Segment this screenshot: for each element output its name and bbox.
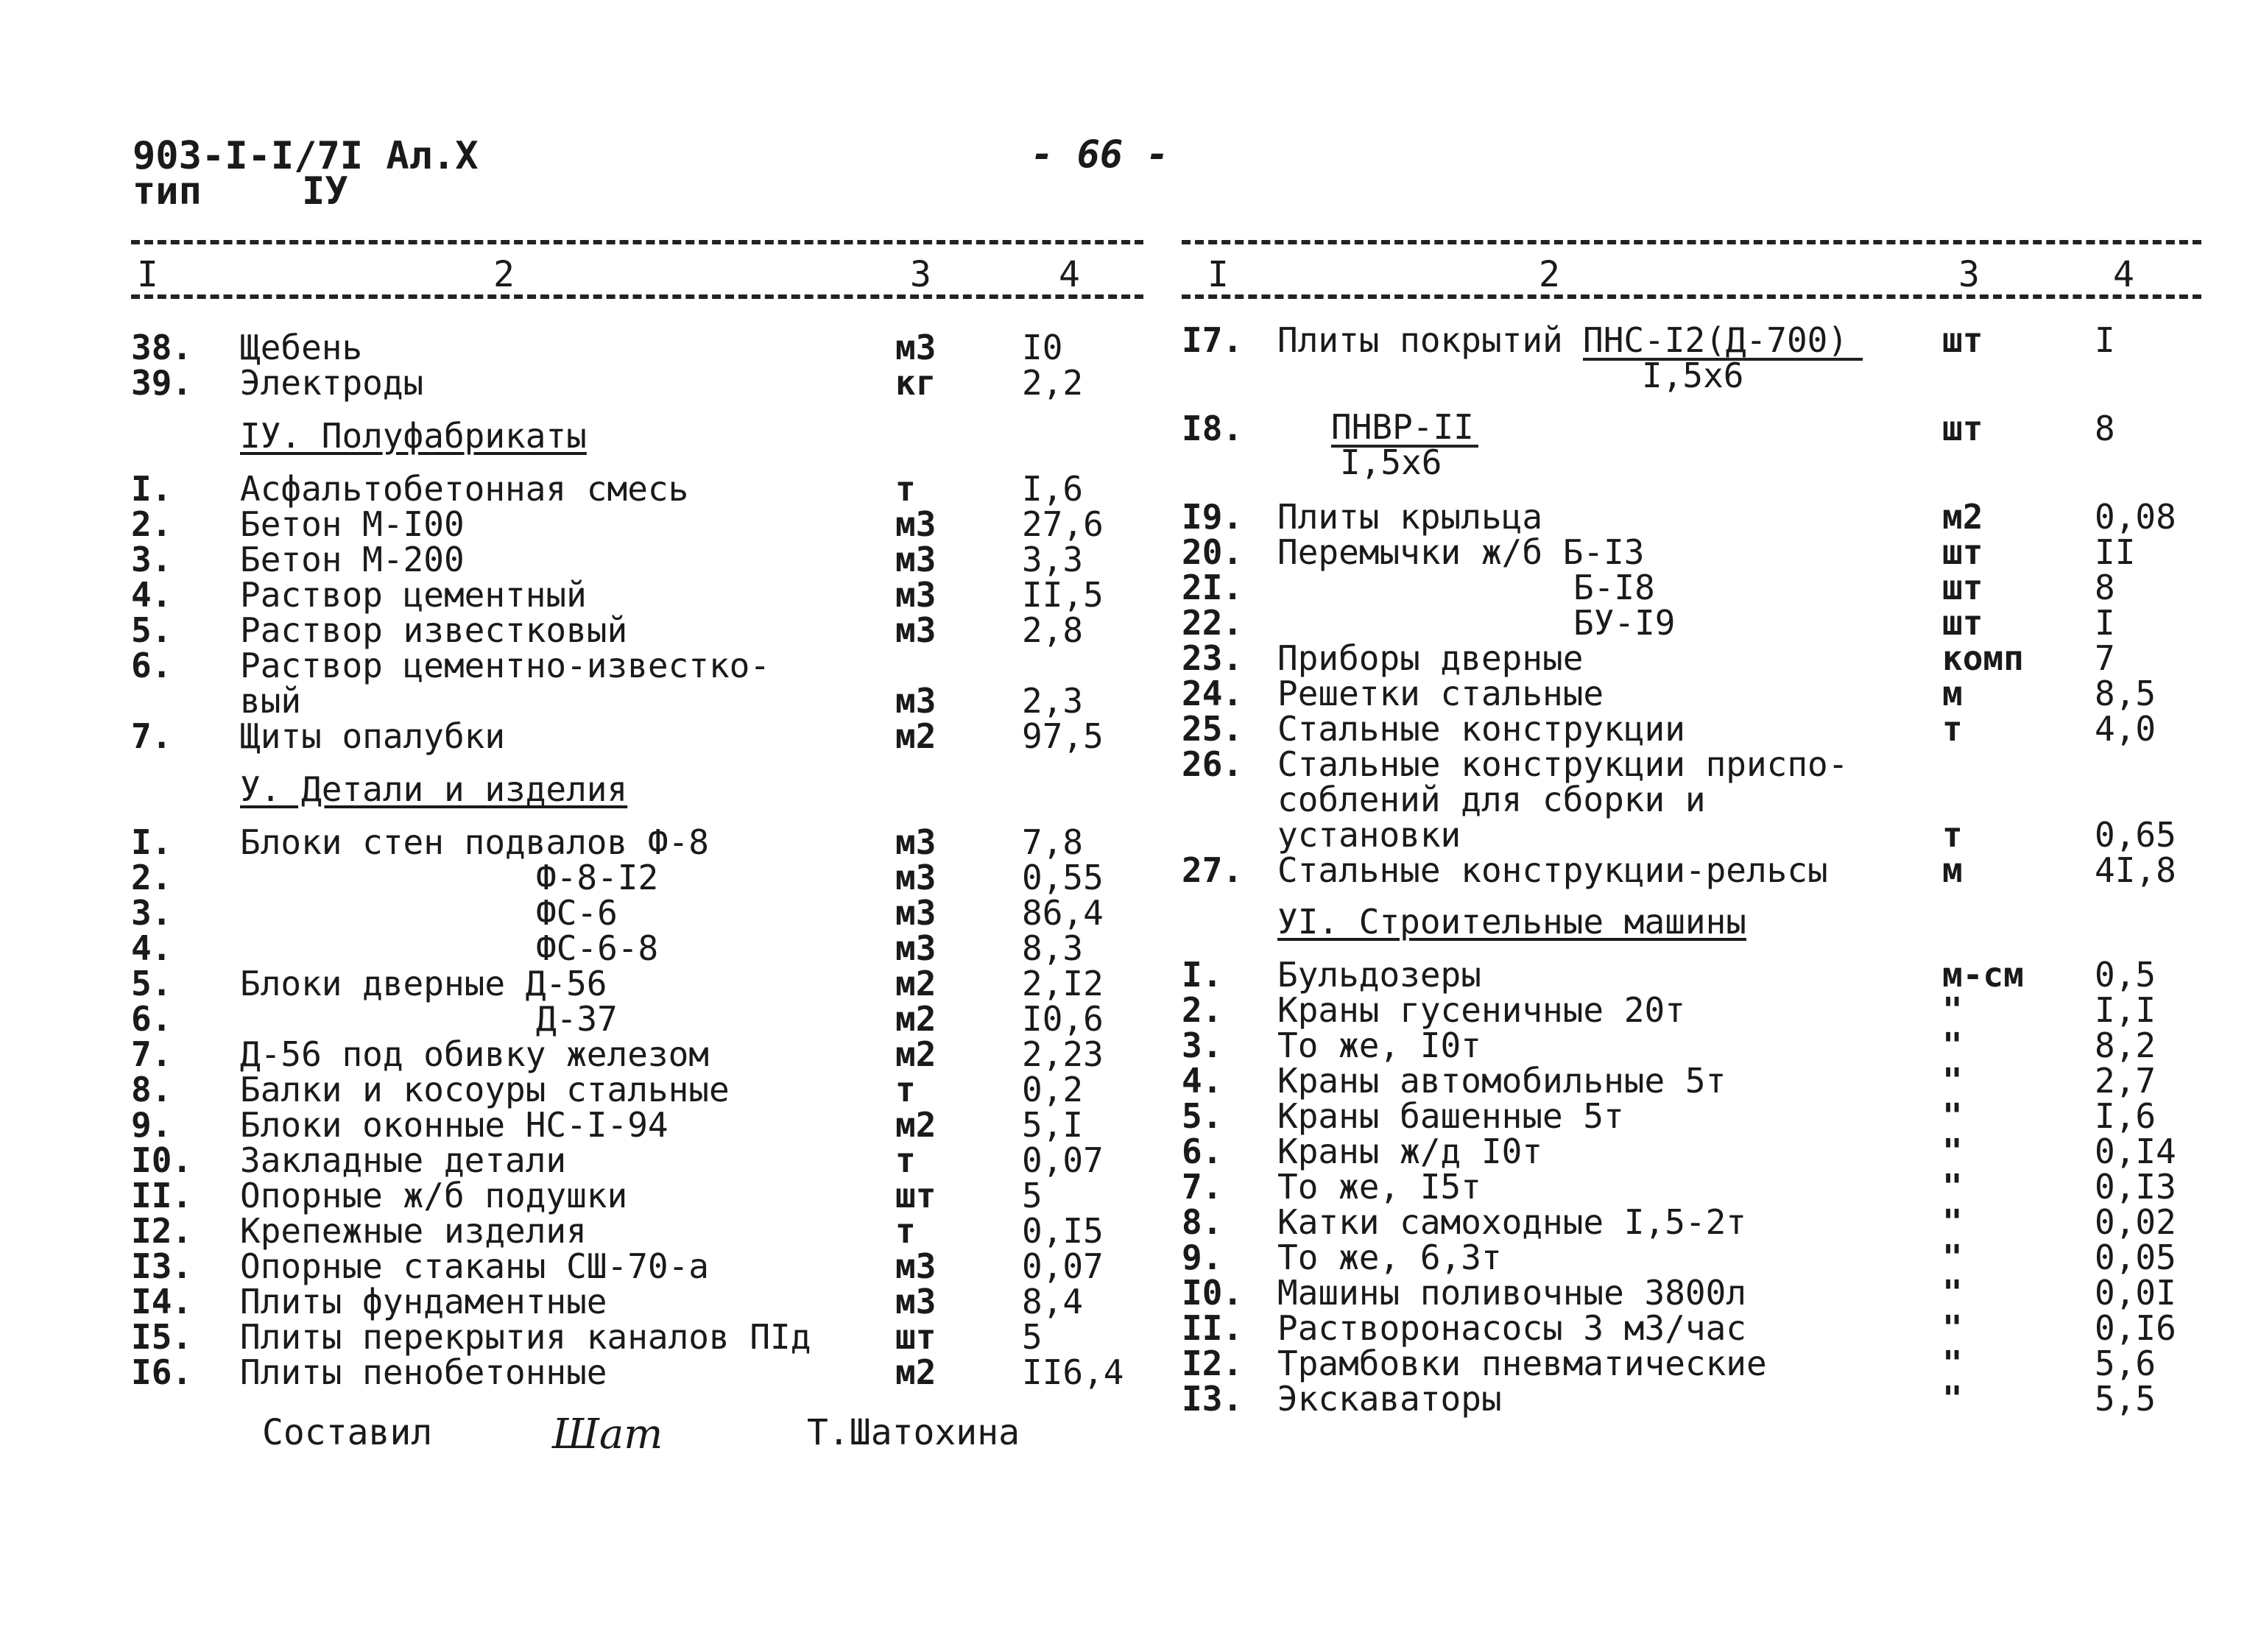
left-row-number: 39. bbox=[131, 363, 193, 403]
left-item-name: Раствор известковый bbox=[240, 610, 628, 650]
left-quantity: 5 bbox=[1022, 1176, 1043, 1215]
right-col1-head: I bbox=[1207, 254, 1229, 295]
left-item-name: Блоки дверные Д-56 bbox=[240, 964, 607, 1003]
right-unit: м2 bbox=[1942, 497, 1983, 537]
right-item-name: То же, I0т bbox=[1277, 1026, 1481, 1065]
left-table-row bbox=[131, 966, 1143, 1001]
right-unit: " bbox=[1942, 1202, 1963, 1242]
right-row-number: 24. bbox=[1182, 674, 1244, 713]
left-table-row bbox=[131, 1352, 1143, 1392]
right-table-row bbox=[1182, 1346, 2201, 1381]
right-quantity: 0,I3 bbox=[2095, 1167, 2176, 1207]
left-item-name: Блоки оконные НС-I-94 bbox=[240, 1105, 669, 1145]
left-table-row bbox=[131, 363, 1143, 403]
right-item-name: Решетки стальные bbox=[1277, 674, 1604, 713]
left-table-row bbox=[131, 610, 1143, 650]
right-row-number: 6. bbox=[1182, 1132, 1223, 1171]
left-unit: т bbox=[895, 1140, 916, 1180]
left-table-row bbox=[131, 469, 1143, 509]
right-row-number: 20. bbox=[1182, 532, 1244, 572]
left-quantity: II,5 bbox=[1022, 575, 1104, 615]
left-quantity: II6,4 bbox=[1022, 1352, 1124, 1392]
left-quantity: I0 bbox=[1022, 328, 1063, 367]
right-quantity: 0,08 bbox=[2095, 497, 2176, 537]
right-table-row bbox=[1182, 992, 2201, 1028]
left-row-number: 6. bbox=[131, 646, 172, 685]
left-item-name: Электроды bbox=[240, 363, 424, 403]
right-unit: шт bbox=[1942, 603, 1983, 643]
right-table-row bbox=[1182, 1379, 2201, 1419]
right-table-row bbox=[1182, 640, 2201, 676]
right-item-name: Краны башенные 5т bbox=[1277, 1096, 1624, 1136]
right-row-number: I2. bbox=[1182, 1344, 1244, 1383]
left-table-row bbox=[131, 1319, 1143, 1355]
left-row-number: 3. bbox=[131, 540, 172, 579]
left-item-name: Опорные стаканы СШ-70-а bbox=[240, 1246, 709, 1286]
right-quantity: II bbox=[2095, 532, 2136, 572]
right-row-number: 3. bbox=[1182, 1026, 1223, 1065]
left-unit: кг bbox=[895, 363, 937, 403]
right-table-row bbox=[1182, 497, 2201, 537]
left-unit: шт bbox=[895, 1317, 937, 1357]
left-table-row bbox=[131, 542, 1143, 577]
left-item-name: Ф-8-I2 bbox=[536, 858, 659, 897]
right-item-name: Бульдозеры bbox=[1277, 955, 1481, 995]
left-table-row bbox=[131, 330, 1143, 365]
left-row-number: 2. bbox=[131, 504, 172, 544]
left-unit: м2 bbox=[895, 1034, 937, 1074]
right-unit: шт bbox=[1942, 568, 1983, 607]
right-quantity: 5,6 bbox=[2095, 1344, 2156, 1383]
left-row-number: 9. bbox=[131, 1105, 172, 1145]
r17-fraction-numerator: ПНС-I2(Д-700) bbox=[1583, 320, 1849, 360]
right-row-number: 5. bbox=[1182, 1096, 1223, 1136]
right-unit: " bbox=[1942, 1061, 1963, 1101]
left-table-row bbox=[131, 895, 1143, 931]
right-row-number: 2I. bbox=[1182, 568, 1244, 607]
right-table-row bbox=[1182, 955, 2201, 995]
left-unit: т bbox=[895, 1070, 916, 1109]
left-item-name: Балки и косоуры стальные bbox=[240, 1070, 730, 1109]
right-unit: " bbox=[1942, 990, 1963, 1030]
left-row-number: I6. bbox=[131, 1352, 193, 1392]
right-row-number: 23. bbox=[1182, 638, 1244, 678]
left-row-number: I. bbox=[131, 469, 172, 509]
right-table-row bbox=[1182, 603, 2201, 643]
left-col4-head: 4 bbox=[1059, 254, 1080, 295]
left-item-name: Щебень bbox=[240, 328, 363, 367]
left-quantity: 0,07 bbox=[1022, 1140, 1104, 1180]
left-table-row bbox=[131, 1034, 1143, 1074]
left-unit: м3 bbox=[895, 1282, 937, 1321]
left-quantity: 7,8 bbox=[1022, 822, 1084, 862]
right-item-name: Машины поливочные 3800л bbox=[1277, 1273, 1746, 1313]
left-row-number: 7. bbox=[131, 1034, 172, 1074]
left-item-name: Бетон М-200 bbox=[240, 540, 465, 579]
left-item-name: Раствор цементно-известко- bbox=[240, 646, 771, 685]
left-unit: м2 bbox=[895, 1105, 937, 1145]
right-quantity: I,6 bbox=[2095, 1096, 2156, 1136]
right-unit: " bbox=[1942, 1344, 1963, 1383]
right-quantity: 0,5 bbox=[2095, 955, 2156, 995]
left-item-name: Раствор цементный bbox=[240, 575, 587, 615]
left-unit: м2 bbox=[895, 1352, 937, 1392]
right-table-row bbox=[1182, 746, 2201, 782]
left-quantity: 0,2 bbox=[1022, 1070, 1084, 1109]
left-item-name: Асфальтобетонная смесь bbox=[240, 469, 689, 509]
left-item-name: Крепежные изделия bbox=[240, 1211, 587, 1251]
right-item-name: Плиты крыльца bbox=[1277, 497, 1543, 537]
right-table-row bbox=[1182, 1134, 2201, 1169]
left-table-row bbox=[131, 928, 1143, 968]
right-item-name: Плиты покрытий bbox=[1277, 320, 1563, 360]
right-table-row bbox=[1182, 676, 2201, 711]
right-item-name: БУ-I9 bbox=[1573, 603, 1676, 643]
right-quantity: I,I bbox=[2095, 990, 2156, 1030]
right-item-name: Трамбовки пневматические bbox=[1277, 1344, 1767, 1383]
right-unit: " bbox=[1942, 1379, 1963, 1419]
r18-fraction-denominator: I,5х6 bbox=[1340, 442, 1442, 482]
left-row-number: 4. bbox=[131, 928, 172, 968]
right-row-number: I9. bbox=[1182, 497, 1244, 537]
left-row-number: 8. bbox=[131, 1070, 172, 1109]
left-quantity: I,6 bbox=[1022, 469, 1084, 509]
left-unit: м3 bbox=[895, 893, 937, 933]
left-table-row bbox=[131, 506, 1143, 542]
left-unit: м2 bbox=[895, 716, 937, 756]
right-item-name: Стальные конструкции-рельсы bbox=[1277, 850, 1828, 890]
right-row-number: II. bbox=[1182, 1308, 1244, 1348]
right-item-name: Экскаваторы bbox=[1277, 1379, 1502, 1419]
right-quantity: 0,I6 bbox=[2095, 1308, 2176, 1348]
left-row-number: 7. bbox=[131, 716, 172, 756]
left-table-row bbox=[131, 1107, 1143, 1143]
right-row-number: 2. bbox=[1182, 990, 1223, 1030]
left-item-name: Плиты пенобетонные bbox=[240, 1352, 607, 1392]
left-item-name: ФС-6 bbox=[536, 893, 618, 933]
left-item-name: Опорные ж/б подушки bbox=[240, 1176, 628, 1215]
left-quantity: 3,3 bbox=[1022, 540, 1084, 579]
right-table-row bbox=[1182, 1098, 2201, 1134]
right-unit: " bbox=[1942, 1026, 1963, 1065]
left-quantity: 8,3 bbox=[1022, 928, 1084, 968]
left-unit: т bbox=[895, 469, 916, 509]
right-item-name: установки bbox=[1277, 815, 1461, 855]
left-row-number: II. bbox=[131, 1176, 193, 1215]
right-table-row bbox=[1182, 1061, 2201, 1101]
left-item-name: Плиты фундаментные bbox=[240, 1282, 607, 1321]
left-col3-head: 3 bbox=[910, 254, 931, 295]
left-table-row bbox=[131, 1246, 1143, 1286]
right-row-number: 25. bbox=[1182, 709, 1244, 749]
left-table-row bbox=[131, 577, 1143, 613]
right-unit: м bbox=[1942, 674, 1963, 713]
left-col2-head: 2 bbox=[493, 254, 515, 295]
left-head-rule bbox=[131, 294, 1143, 299]
left-table-row bbox=[131, 1178, 1143, 1213]
left-quantity: 8,4 bbox=[1022, 1282, 1084, 1321]
right-item-name: То же, 6,3т bbox=[1277, 1238, 1502, 1277]
right-quantity: 8 bbox=[2095, 409, 2115, 448]
right-unit: т bbox=[1942, 815, 1963, 855]
right-row-number: 22. bbox=[1182, 603, 1244, 643]
left-item-name: Плиты перекрытия каналов ПIд bbox=[240, 1317, 811, 1357]
left-row-number: I3. bbox=[131, 1246, 193, 1286]
right-item-name: Краны гусеничные 20т bbox=[1277, 990, 1685, 1030]
right-table-row bbox=[1182, 1240, 2201, 1275]
left-unit: т bbox=[895, 1211, 916, 1251]
right-table-row bbox=[1182, 782, 2201, 817]
left-quantity: 97,5 bbox=[1022, 716, 1104, 756]
right-row-number: 8. bbox=[1182, 1202, 1223, 1242]
right-item-name: Перемычки ж/б Б-I3 bbox=[1277, 532, 1645, 572]
left-item-name: Д-56 под обивку железом bbox=[240, 1034, 709, 1074]
right-unit: м bbox=[1942, 850, 1963, 890]
right-quantity: 8,5 bbox=[2095, 674, 2156, 713]
right-unit: " bbox=[1942, 1167, 1963, 1207]
r18-fraction-numerator: ПНВР-II bbox=[1331, 407, 1474, 447]
left-table-row bbox=[131, 1072, 1143, 1107]
right-row-number: I0. bbox=[1182, 1273, 1244, 1313]
right-item-name: Б-I8 bbox=[1573, 568, 1655, 607]
left-row-number: I0. bbox=[131, 1140, 193, 1180]
right-col2-head: 2 bbox=[1539, 254, 1560, 295]
signature: Шат bbox=[552, 1411, 663, 1458]
left-row-number: 38. bbox=[131, 328, 193, 367]
left-table-row bbox=[131, 1213, 1143, 1249]
left-quantity: 2,8 bbox=[1022, 610, 1084, 650]
left-quantity: 86,4 bbox=[1022, 893, 1104, 933]
left-item-name: вый bbox=[240, 681, 302, 721]
left-quantity: 2,I2 bbox=[1022, 964, 1104, 1003]
document-code: 903-I-I/7I Ал.X bbox=[133, 134, 479, 178]
right-row-number: I7. bbox=[1182, 320, 1244, 360]
left-row-number: I5. bbox=[131, 1317, 193, 1357]
left-unit: м3 bbox=[895, 822, 937, 862]
right-table-row bbox=[1182, 1273, 2201, 1313]
left-unit: м3 bbox=[895, 928, 937, 968]
right-item-name: Стальные конструкции bbox=[1277, 709, 1685, 749]
left-unit: м3 bbox=[895, 575, 937, 615]
right-table-row bbox=[1182, 709, 2201, 749]
right-item-name: соблений для сборки и bbox=[1277, 780, 1706, 819]
left-quantity: 2,23 bbox=[1022, 1034, 1104, 1074]
left-quantity: 0,07 bbox=[1022, 1246, 1104, 1286]
right-table-row bbox=[1182, 534, 2201, 570]
left-row-number: 4. bbox=[131, 575, 172, 615]
r17-fraction-denominator: I,5х6 bbox=[1642, 356, 1744, 395]
left-quantity: 0,I5 bbox=[1022, 1211, 1104, 1251]
left-row-number: 5. bbox=[131, 610, 172, 650]
right-quantity: 0,02 bbox=[2095, 1202, 2176, 1242]
right-row-number: I3. bbox=[1182, 1379, 1244, 1419]
right-section-title: УI. Строительные машины bbox=[1277, 902, 1746, 942]
right-col4-head: 4 bbox=[2113, 254, 2134, 295]
right-row-number: I. bbox=[1182, 955, 1223, 995]
left-item-name: Бетон М-I00 bbox=[240, 504, 465, 544]
left-item-name: Щиты опалубки bbox=[240, 716, 506, 756]
left-unit: м3 bbox=[895, 610, 937, 650]
right-table-row bbox=[1182, 817, 2201, 853]
right-row-number: 9. bbox=[1182, 1238, 1223, 1277]
right-table-row bbox=[1182, 1028, 2201, 1063]
left-row-number: 6. bbox=[131, 999, 172, 1039]
left-quantity: I0,6 bbox=[1022, 999, 1104, 1039]
left-unit: м2 bbox=[895, 999, 937, 1039]
right-row-number: 27. bbox=[1182, 850, 1244, 890]
right-head-rule bbox=[1182, 294, 2201, 299]
right-quantity: I bbox=[2095, 320, 2115, 360]
compiler-name: Т.Шатохина bbox=[807, 1412, 1020, 1453]
left-row-number: 3. bbox=[131, 893, 172, 933]
left-section-title: У. Детали и изделия bbox=[240, 769, 628, 809]
left-item-name: Закладные детали bbox=[240, 1140, 567, 1180]
right-row-number: 26. bbox=[1182, 744, 1244, 784]
left-table-row bbox=[131, 860, 1143, 895]
right-unit: комп bbox=[1942, 638, 2024, 678]
left-table-row bbox=[131, 1284, 1143, 1319]
right-quantity: I bbox=[2095, 603, 2115, 643]
left-quantity: 0,55 bbox=[1022, 858, 1104, 897]
left-quantity: 27,6 bbox=[1022, 504, 1104, 544]
right-table-row bbox=[1182, 570, 2201, 605]
right-table-row bbox=[1182, 1167, 2201, 1207]
left-unit: м3 bbox=[895, 681, 937, 721]
right-unit: т bbox=[1942, 709, 1963, 749]
right-unit: " bbox=[1942, 1238, 1963, 1277]
left-quantity: 5,I bbox=[1022, 1105, 1084, 1145]
right-item-name: Краны ж/д I0т bbox=[1277, 1132, 1543, 1171]
right-quantity: 4I,8 bbox=[2095, 850, 2176, 890]
left-row-number: I2. bbox=[131, 1211, 193, 1251]
right-top-rule bbox=[1182, 240, 2201, 244]
right-table-row bbox=[1182, 850, 2201, 890]
right-unit: шт bbox=[1942, 409, 1983, 448]
left-unit: м3 bbox=[895, 328, 937, 367]
right-row-number: 7. bbox=[1182, 1167, 1223, 1207]
right-unit: " bbox=[1942, 1096, 1963, 1136]
left-item-name: Д-37 bbox=[536, 999, 618, 1039]
right-row-number: I8. bbox=[1182, 409, 1244, 448]
left-unit: м2 bbox=[895, 964, 937, 1003]
right-quantity: 0,65 bbox=[2095, 815, 2176, 855]
right-quantity: 0,05 bbox=[2095, 1238, 2176, 1277]
right-item-name: Приборы дверные bbox=[1277, 638, 1584, 678]
right-unit: шт bbox=[1942, 320, 1983, 360]
left-quantity: 2,3 bbox=[1022, 681, 1084, 721]
left-table-row bbox=[131, 822, 1143, 862]
right-item-name: Стальные конструкции приспо- bbox=[1277, 744, 1849, 784]
right-item-name: Растворонасосы 3 м3/час bbox=[1277, 1308, 1746, 1348]
type-label: тип bbox=[133, 169, 202, 213]
right-row-number: 4. bbox=[1182, 1061, 1223, 1101]
left-table-row bbox=[131, 716, 1143, 756]
right-item-name: Катки самоходные I,5-2т bbox=[1277, 1202, 1746, 1242]
right-quantity: 0,I4 bbox=[2095, 1132, 2176, 1171]
right-quantity: 7 bbox=[2095, 638, 2115, 678]
left-table-row bbox=[131, 1140, 1143, 1180]
left-unit: м3 bbox=[895, 1246, 937, 1286]
page-number: - 66 - bbox=[1031, 133, 1169, 177]
left-table-row bbox=[131, 683, 1143, 719]
left-quantity: 2,2 bbox=[1022, 363, 1084, 403]
right-unit: " bbox=[1942, 1308, 1963, 1348]
left-col1-head: I bbox=[137, 254, 158, 295]
left-unit: м3 bbox=[895, 858, 937, 897]
left-section-title: IУ. Полуфабрикаты bbox=[240, 416, 587, 456]
right-table-row bbox=[1182, 1310, 2201, 1346]
left-unit: м3 bbox=[895, 504, 937, 544]
right-unit: " bbox=[1942, 1132, 1963, 1171]
right-unit: " bbox=[1942, 1273, 1963, 1313]
left-quantity: 5 bbox=[1022, 1317, 1043, 1357]
right-quantity: 5,5 bbox=[2095, 1379, 2156, 1419]
left-table-row bbox=[131, 648, 1143, 683]
left-row-number: I. bbox=[131, 822, 172, 862]
left-row-number: I4. bbox=[131, 1282, 193, 1321]
left-unit: шт bbox=[895, 1176, 937, 1215]
right-unit: м-см bbox=[1942, 955, 2024, 995]
right-item-name: То же, I5т bbox=[1277, 1167, 1481, 1207]
left-item-name: Блоки стен подвалов Ф-8 bbox=[240, 822, 709, 862]
type-value: IУ bbox=[302, 169, 348, 213]
right-col3-head: 3 bbox=[1958, 254, 1980, 295]
left-item-name: ФС-6-8 bbox=[536, 928, 659, 968]
right-table-row bbox=[1182, 1204, 2201, 1240]
left-row-number: 2. bbox=[131, 858, 172, 897]
right-quantity: 2,7 bbox=[2095, 1061, 2156, 1101]
right-unit: шт bbox=[1942, 532, 1983, 572]
left-top-rule bbox=[131, 240, 1143, 244]
right-quantity: 8 bbox=[2095, 568, 2115, 607]
right-quantity: 8,2 bbox=[2095, 1026, 2156, 1065]
compiled-by-label: Составил bbox=[262, 1412, 433, 1453]
right-quantity: 4,0 bbox=[2095, 709, 2156, 749]
left-row-number: 5. bbox=[131, 964, 172, 1003]
right-quantity: 0,0I bbox=[2095, 1273, 2176, 1313]
left-unit: м3 bbox=[895, 540, 937, 579]
left-table-row bbox=[131, 1001, 1143, 1037]
right-item-name: Краны автомобильные 5т bbox=[1277, 1061, 1726, 1101]
